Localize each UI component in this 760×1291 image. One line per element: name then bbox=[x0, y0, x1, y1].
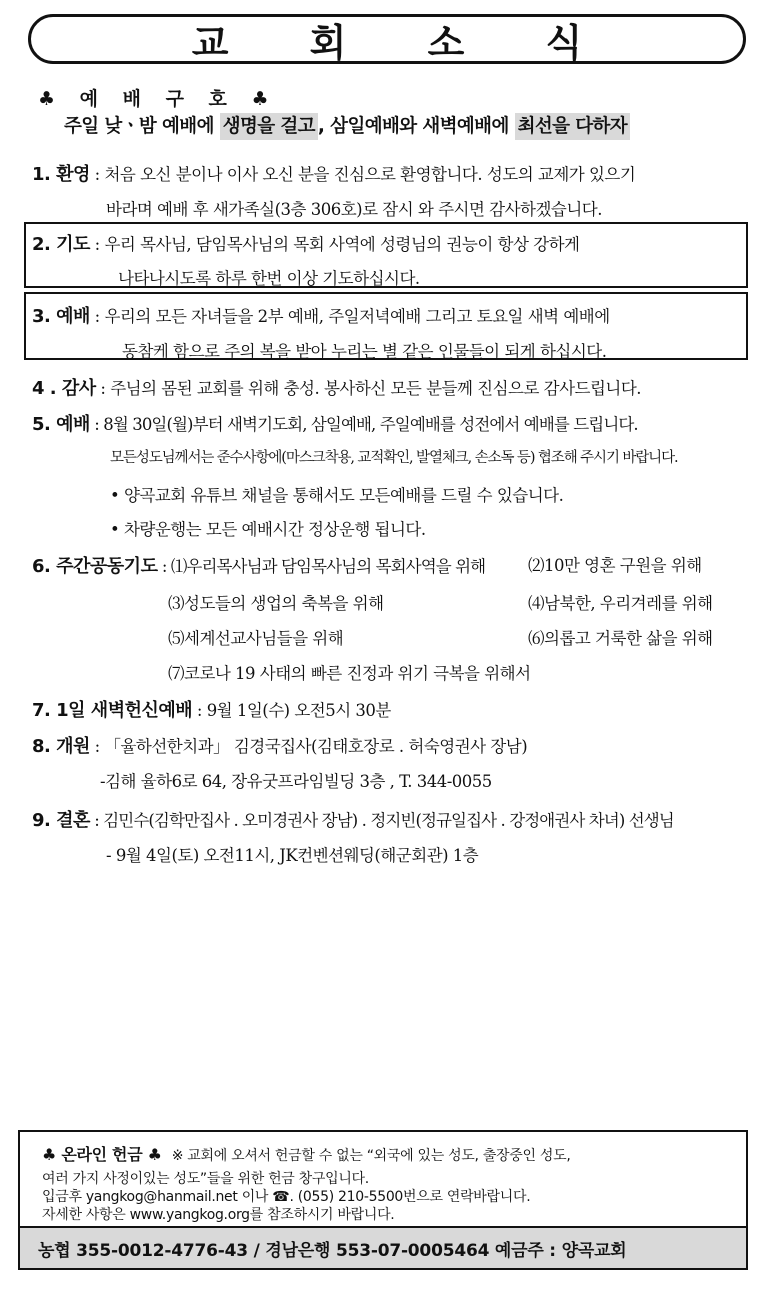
offering-note-1: ※ 교회에 오셔서 헌금할 수 없는 “외국에 있는 성도, 출장중인 성도, bbox=[171, 1148, 571, 1164]
item-worship2 bbox=[32, 410, 638, 436]
item-prayer-line-2: 나타나시도록 하루 한번 이상 기도하십시다. bbox=[118, 269, 420, 288]
item-worship2-bullet-1: • 양곡교회 유튜브 채널을 통해서도 모든예배를 드릴 수 있습니다. bbox=[110, 486, 564, 505]
item-prayer-line-1: : 우리 목사님, 담임목사님의 목회 사역에 성령님의 권능이 항상 강하게 bbox=[89, 235, 580, 254]
item-worship2-number: 5. 예배 bbox=[32, 414, 90, 435]
slogan-part-1: 주일 낮ㆍ밤 예배에 bbox=[64, 116, 220, 137]
item-wedding-line-2: - 9월 4일(토) 오전11시, JK컨벤션웨딩(해군회관) 1층 bbox=[106, 846, 479, 865]
item-worship2-line-1: : 8월 30일(월)부터 새벽기도회, 삼일예배, 주일예배를 성전에서 예배를 드립니다. bbox=[89, 415, 638, 434]
item-dawn-worship bbox=[32, 696, 391, 722]
prayer-topic-4: ⑷남북한, 우리겨레를 위해 bbox=[528, 594, 713, 613]
item-welcome bbox=[32, 160, 635, 186]
item-welcome-line-1: : 처음 오신 분이나 이사 오신 분을 진심으로 환영합니다. 성도의 교제가 있으기 bbox=[89, 165, 636, 184]
item-opening-line-2: -김해 율하6로 64, 장유굿프라임빌딩 3층 , T. 344-0055 bbox=[100, 772, 492, 791]
item-worship2-line-2: 모든성도님께서는 준수사항에(마스크착용, 교적확인, 발열체크, 손소독 등) 협조해 주시기 바랍니다. bbox=[110, 450, 678, 466]
item-dawn-worship-number: 7. 1일 새벽헌신예배 bbox=[32, 700, 193, 721]
item-worship bbox=[32, 302, 610, 328]
item-worship-line-2: 동참케 함으로 주의 복을 받아 누리는 별 같은 인물들이 되게 하십시다. bbox=[122, 342, 607, 361]
item-prayer-number: 2. 기도 bbox=[32, 234, 90, 255]
item-opening-line-1: : 「율하선한치과」 김경국집사(김태호장로 . 허숙영권사 장남) bbox=[89, 737, 528, 756]
item-opening-number: 8. 개원 bbox=[32, 736, 90, 757]
item-welcome-number: 1. 환영 bbox=[32, 164, 90, 185]
title-banner bbox=[28, 14, 746, 64]
item-worship-line-1: : 우리의 모든 자녀들을 2부 예배, 주일저녁예배 그리고 토요일 새벽 예배에 bbox=[89, 307, 610, 326]
prayer-topic-5: ⑸세계선교사님들을 위해 bbox=[168, 629, 344, 648]
item-worship2-bullet-2: • 차량운행는 모든 예배시간 정상운행 됩니다. bbox=[110, 520, 426, 539]
prayer-topic-7: ⑺코로나 19 사태의 빠른 진정과 위기 극복을 위해서 bbox=[168, 664, 531, 683]
item-welcome-line-2: 바라며 예배 후 새가족실(3층 306호)로 잠시 와 주시면 감사하겠습니다. bbox=[106, 200, 602, 219]
prayer-topic-3: ⑶성도들의 생업의 축복을 위해 bbox=[168, 594, 384, 613]
offering-note-2: 여러 가지 사정이있는 성도”들을 위한 헌금 창구입니다. bbox=[42, 1171, 369, 1187]
item-weekly-prayer bbox=[32, 552, 485, 578]
item-worship-number: 3. 예배 bbox=[32, 306, 90, 327]
offering-heading-row bbox=[42, 1142, 570, 1165]
item-thanks bbox=[32, 374, 641, 400]
bank-account-info: 농협 355-0012-4776-43 / 경남은행 553-07-0005464 예금주 : 양곡교회 bbox=[20, 1226, 746, 1268]
prayer-topic-1: : ⑴우리목사님과 담임목사님의 목회사역을 위해 bbox=[157, 557, 486, 576]
item-weekly-prayer-number: 6. 주간공동기도 bbox=[32, 556, 158, 577]
offering-heading: ♣ 온라인 헌금 ♣ bbox=[42, 1145, 162, 1164]
slogan-part-2: , 삼일예배와 새벽예배에 bbox=[317, 116, 515, 137]
prayer-topic-2: ⑵10만 영혼 구원을 위해 bbox=[528, 556, 702, 575]
slogan-heading: ♣ 예 배 구 호 ♣ bbox=[38, 88, 278, 110]
item-wedding-line-1: : 김민수(김학만집사 . 오미경권사 장남) . 정지빈(정규일집사 . 강정애권사 차녀) 선생님 bbox=[89, 811, 674, 830]
item-dawn-worship-line-1: : 9월 1일(수) 오전5시 30분 bbox=[192, 701, 391, 720]
item-thanks-number: 4 . 감사 bbox=[32, 378, 96, 399]
offering-note-4: 자세한 사항은 www.yangkog.org를 참조하시기 바랍니다. bbox=[42, 1207, 395, 1223]
slogan-highlight-1: 생명을 걸고 bbox=[220, 113, 318, 140]
item-opening bbox=[32, 732, 527, 758]
prayer-topic-6: ⑹의롭고 거룩한 삶을 위해 bbox=[528, 629, 713, 648]
slogan-highlight-2: 최선을 다하자 bbox=[515, 113, 630, 140]
online-offering-box bbox=[18, 1130, 748, 1270]
item-wedding bbox=[32, 806, 674, 832]
offering-note-3: 입금후 yangkog@hanmail.net 이나 ☎. (055) 210-5500번으로 연락바랍니다. bbox=[42, 1189, 531, 1205]
item-prayer bbox=[32, 230, 579, 256]
item-wedding-number: 9. 결혼 bbox=[32, 810, 90, 831]
slogan bbox=[64, 112, 630, 138]
item-thanks-line-1: : 주님의 몸된 교회를 위해 충성. 봉사하신 모든 분들께 진심으로 감사드립니다. bbox=[95, 379, 642, 398]
page-title: 교 회 소 식 bbox=[191, 20, 617, 65]
